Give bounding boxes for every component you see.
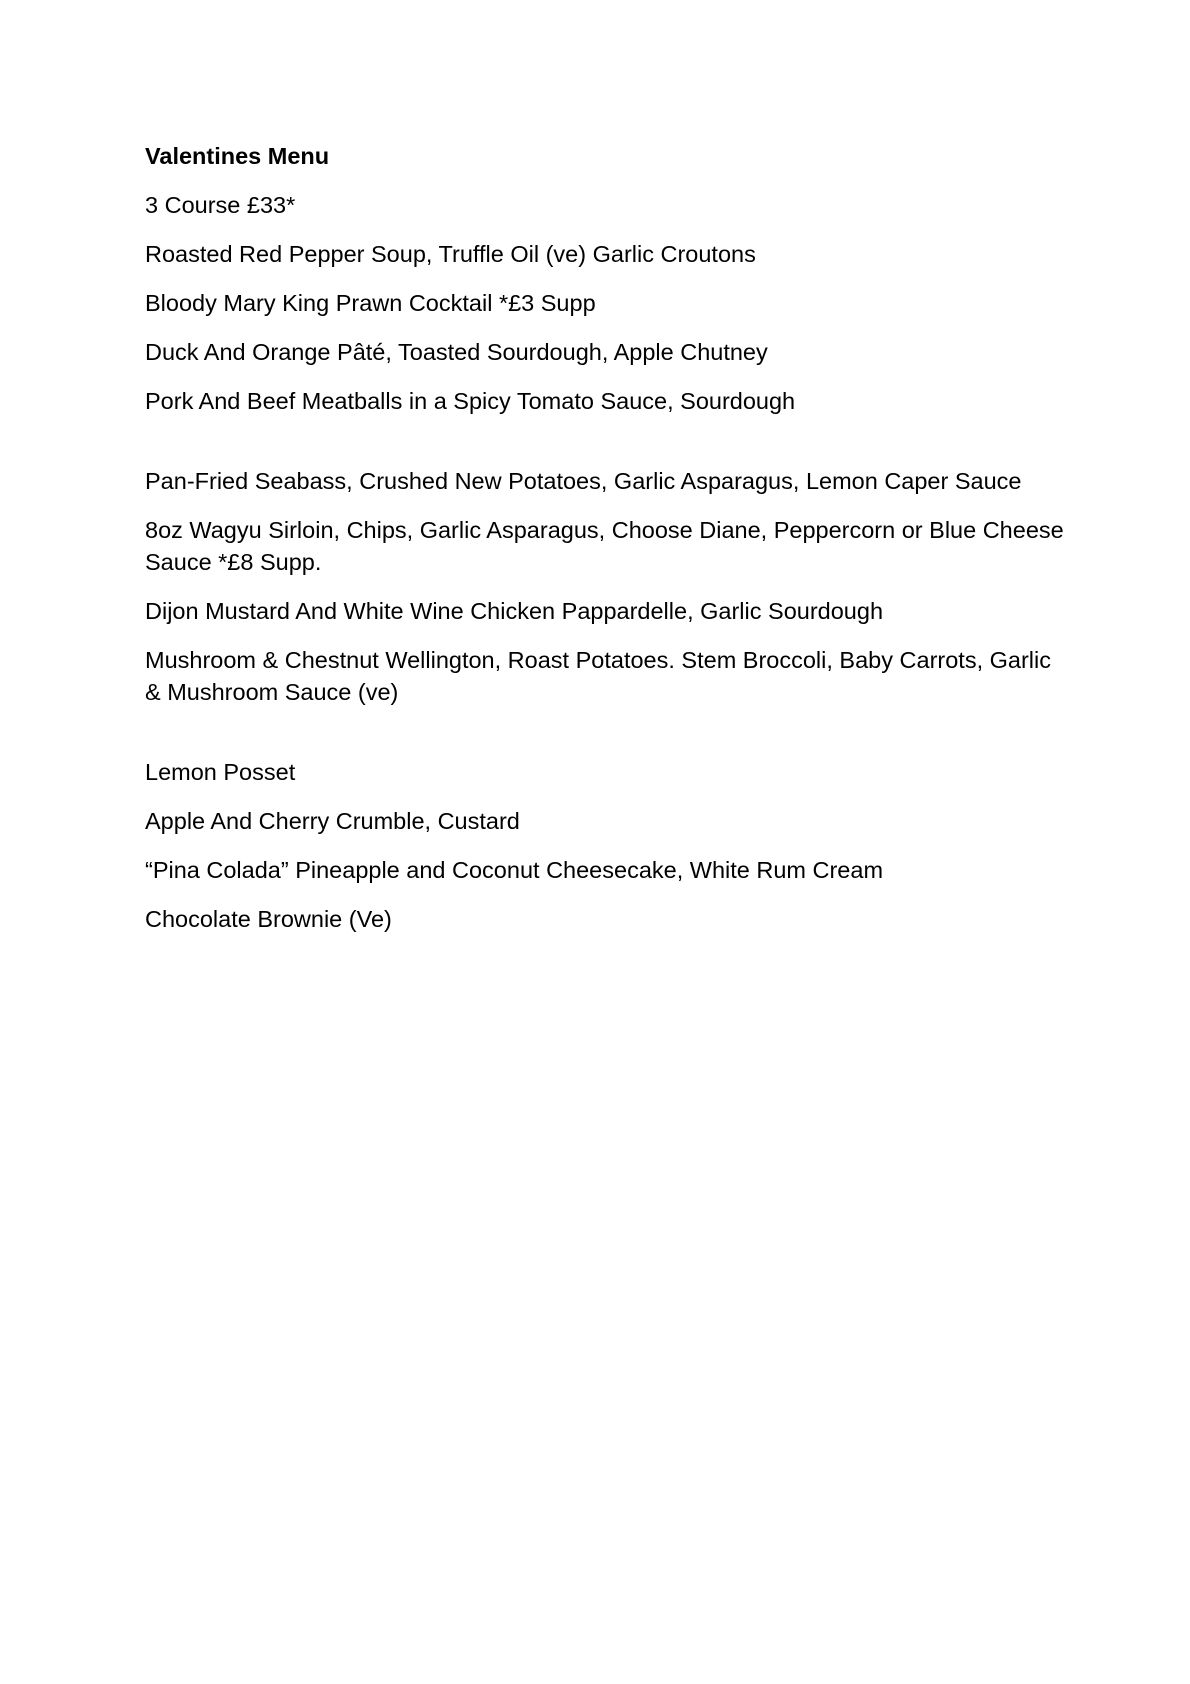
main-item: Mushroom & Chestnut Wellington, Roast Potatoes. Stem Broccoli, Baby Carrots, Garlic & Mushroom Sauce (ve): [145, 647, 1051, 705]
main-item: Pan-Fried Seabass, Crushed New Potatoes, Garlic Asparagus, Lemon Caper Sauce: [145, 468, 1022, 494]
mains-section: [145, 465, 1065, 708]
menu-title: Valentines Menu: [145, 143, 330, 169]
starter-item: Roasted Red Pepper Soup, Truffle Oil (ve) Garlic Croutons: [145, 241, 756, 267]
dessert-item: Apple And Cherry Crumble, Custard: [145, 808, 520, 834]
desserts-section: [145, 756, 1065, 935]
price-line: 3 Course £33*: [145, 192, 296, 218]
dessert-item: Lemon Posset: [145, 759, 296, 785]
main-item: 8oz Wagyu Sirloin, Chips, Garlic Asparagus, Choose Diane, Peppercorn or Blue Cheese Sauce *£8 Supp.: [145, 517, 1064, 575]
starter-item: Duck And Orange Pâté, Toasted Sourdough, Apple Chutney: [145, 339, 768, 365]
dessert-item: “Pina Colada” Pineapple and Coconut Cheesecake, White Rum Cream: [145, 857, 884, 883]
main-item: Dijon Mustard And White Wine Chicken Pappardelle, Garlic Sourdough: [145, 598, 884, 624]
starter-item: Pork And Beef Meatballs in a Spicy Tomato Sauce, Sourdough: [145, 388, 796, 414]
starters-section: [145, 238, 1065, 417]
dessert-item: Chocolate Brownie (Ve): [145, 906, 392, 932]
starter-item: Bloody Mary King Prawn Cocktail *£3 Supp: [145, 290, 596, 316]
menu-page: [145, 140, 1065, 952]
